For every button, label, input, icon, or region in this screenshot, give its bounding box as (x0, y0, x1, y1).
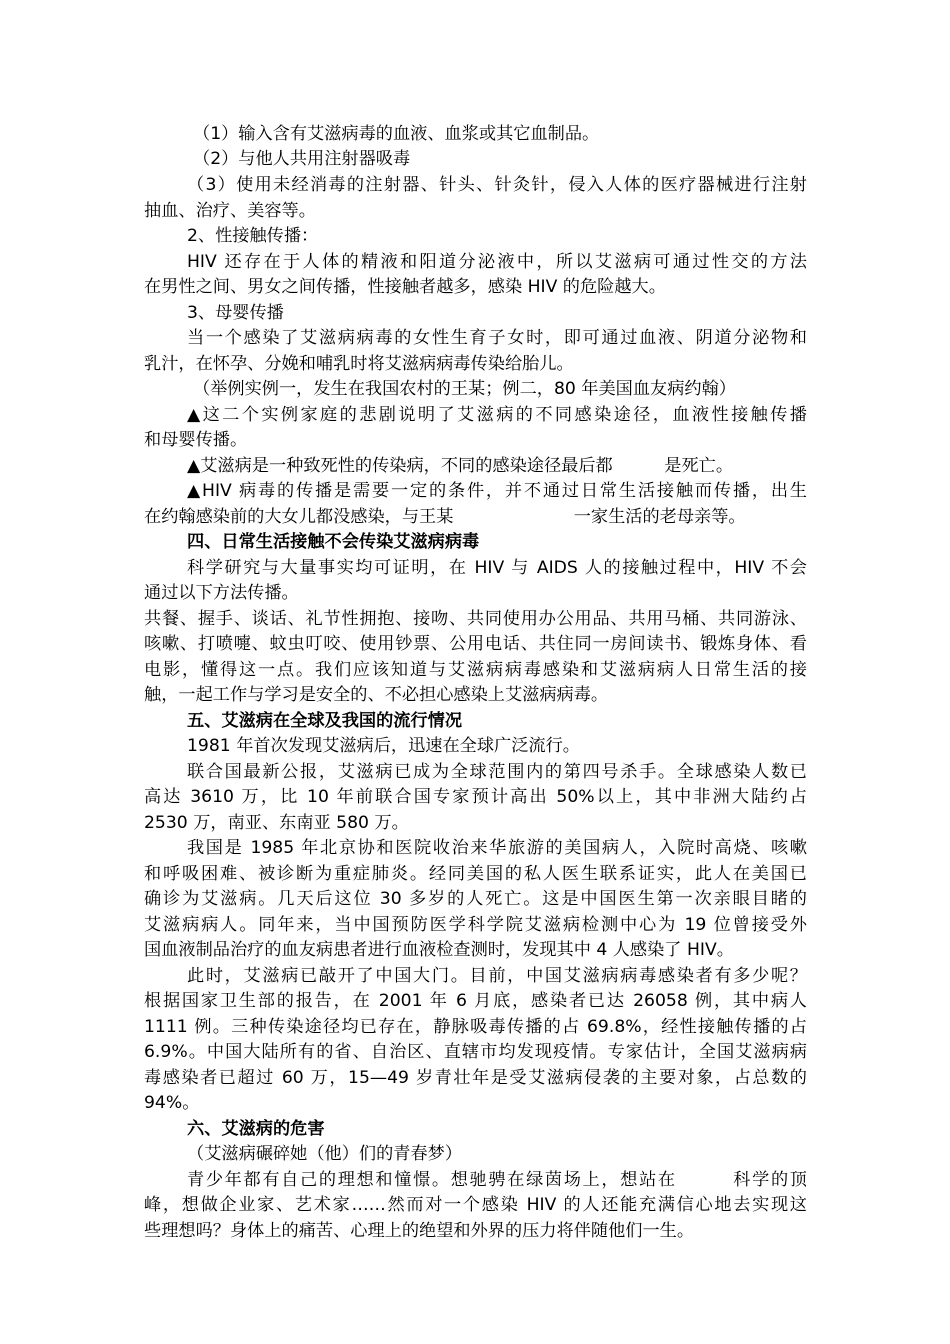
text-line: 青少年都有自己的理想和憧憬。想驰骋在绿茵场上，想站在 科学的顶 (187, 1170, 807, 1190)
text-line: 共餐、握手、谈话、礼节性拥抱、接吻、共同使用办公用品、共用马桶、共同游泳、 (144, 609, 807, 629)
text-line: 联合国最新公报，艾滋病已成为全球范围内的第四号杀手。全球感染人数已 (187, 762, 807, 782)
text-line: 艾滋病病人。同年来，当中国预防医学科学院艾滋病检测中心为 19 位曾接受外 (144, 915, 807, 935)
text-line: 当一个感染了艾滋病病毒的女性生育子女时，即可通过血液、阴道分泌物和 (187, 328, 807, 348)
text-line: 科学研究与大量事实均可证明，在 HIV 与 AIDS 人的接触过程中，HIV 不会 (187, 558, 807, 578)
text-line: 乳汁，在怀孕、分娩和哺乳时将艾滋病病毒传染给胎儿。 (144, 354, 574, 374)
text-line: 高达 3610 万，比 10 年前联合国专家预计高出 50%以上，其中非洲大陆约占 (144, 787, 807, 807)
section-heading-6: 六、艾滋病的危害 (187, 1119, 325, 1139)
text-line: 94%。 (144, 1093, 200, 1113)
example-note: （举例实例一，发生在我国农村的王某；例二，80 年美国血友病约翰） (193, 379, 736, 399)
text-line: 1981 年首次发现艾滋病后，迅速在全球广泛流行。 (187, 736, 580, 756)
text-line: 抽血、治疗、美容等。 (144, 201, 316, 221)
text-line: 峰，想做企业家、艺术家……然而对一个感染 HIV 的人还能充满信心地去实现这 (144, 1195, 807, 1215)
text-line: 根据国家卫生部的报告，在 2001 年 6 月底，感染者已达 26058 例，其中病人 (144, 991, 807, 1011)
text-line: 毒感染者已超过 60 万，15—49 岁青壮年是受艾滋病侵袭的主要对象，占总数的 (144, 1068, 807, 1088)
text-line: 1111 例。三种传染途径均已存在，静脉吸毒传播的占 69.8%，经性接触传播的占 (144, 1017, 807, 1037)
text-line: 电影，懂得这一点。我们应该知道与艾滋病病毒感染和艾滋病病人日常生活的接 (144, 660, 807, 680)
text-line: 我国是 1985 年北京协和医院收治来华旅游的美国病人，入院时高烧、咳嗽 (187, 838, 807, 858)
text-line: 2530 万，南亚、东南亚 580 万。 (144, 813, 409, 833)
text-line: 在男性之间、男女之间传播，性接触者越多，感染 HIV 的危险越大。 (144, 277, 666, 297)
text-line: 些理想吗？身体上的痛苦、心理上的绝望和外界的压力将伴随他们一生。 (144, 1221, 695, 1241)
text-line: HIV 还存在于人体的精液和阳道分泌液中，所以艾滋病可通过性交的方法 (187, 252, 807, 272)
text-line: 国血液制品治疗的血友病患者进行血液检查测时，发现其中 4 人感染了 HIV。 (144, 940, 734, 960)
text-line: 通过以下方法传播。 (144, 583, 299, 603)
text-line: 6.9%。中国大陆所有的省、自治区、直辖市均发现疫情。专家估计，全国艾滋病病 (144, 1042, 807, 1062)
text-line: 咳嗽、打喷嚏、蚊虫叮咬、使用钞票、公用电话、共住同一房间读书、锻炼身体、看 (144, 634, 807, 654)
text-line: ▲HIV 病毒的传播是需要一定的条件，并不通过日常生活接触而传播，出生 (187, 481, 807, 501)
list-item-unsterilized-needles: （3）使用未经消毒的注射器、针头、针灸针，侵入人体的医疗器械进行注射 (187, 175, 807, 195)
section-heading-5: 五、艾滋病在全球及我国的流行情况 (187, 711, 463, 731)
text-line: ▲这二个实例家庭的悲剧说明了艾滋病的不同感染途径，血液性接触传播 (187, 405, 807, 425)
text-line: 和母婴传播。 (144, 430, 248, 450)
text-line: 确诊为艾滋病。几天后这位 30 多岁的人死亡。这是中国医生第一次亲眼目睹的 (144, 889, 807, 909)
subheading-sexual-transmission: 2、性接触传播： (187, 226, 319, 246)
text-line: 触，一起工作与学习是安全的、不必担心感染上艾滋病病毒。 (144, 685, 609, 705)
subheading-mother-to-child: 3、母婴传播 (187, 303, 284, 323)
text-line: 在约翰感染前的大女儿都没感染，与王某 一家生活的老母亲等。 (144, 507, 746, 527)
list-item-blood-products: （1）输入含有艾滋病毒的血液、血浆或其它血制品。 (193, 124, 600, 144)
section-heading-4: 四、日常生活接触不会传染艾滋病病毒 (187, 532, 480, 552)
list-item-shared-syringes: （2）与他人共用注射器吸毒 (193, 149, 411, 169)
text-line: 和呼吸困难、被诊断为重症肺炎。经同美国的私人医生联系证实，此人在美国已 (144, 864, 807, 884)
subtitle-note: （艾滋病碾碎她（他）们的青春梦） (187, 1144, 463, 1164)
text-line: 此时，艾滋病已敲开了中国大门。目前，中国艾滋病病毒感染者有多少呢？ (187, 966, 807, 986)
text-line: ▲艾滋病是一种致死性的传染病，不同的感染途径最后都 是死亡。 (187, 456, 734, 476)
